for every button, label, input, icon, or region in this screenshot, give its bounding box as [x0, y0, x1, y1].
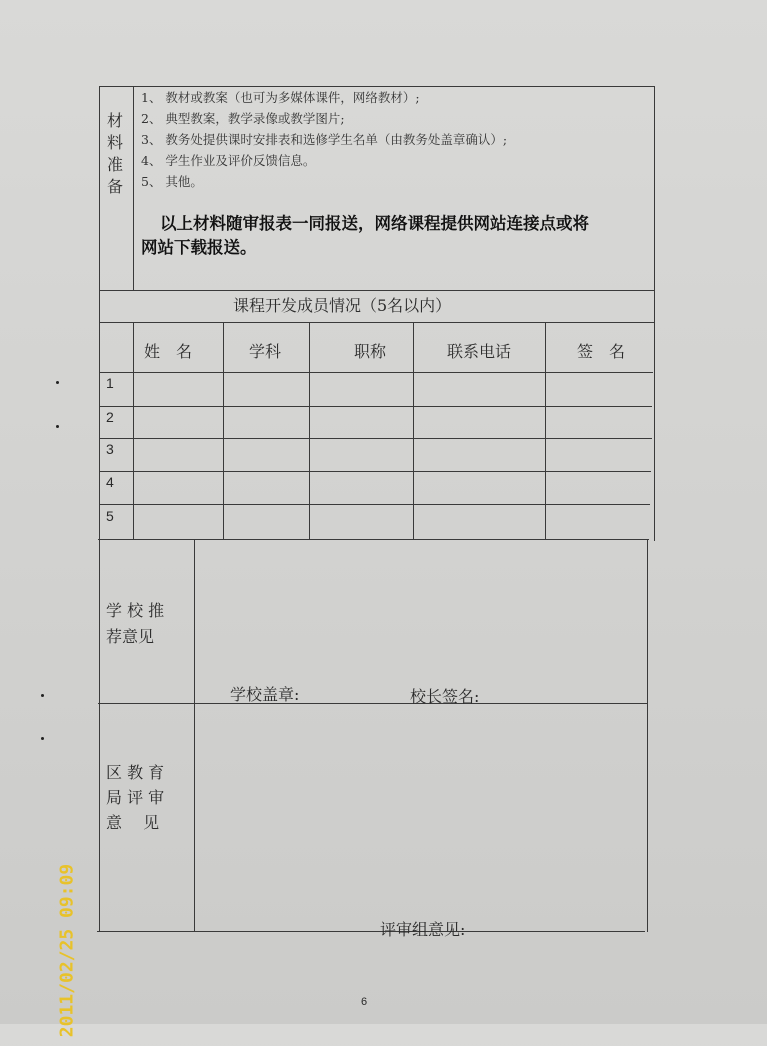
row2-bottom-line: [99, 438, 652, 439]
materials-item-2: 2、 典型教案，教学录像或教学图片;: [141, 111, 345, 126]
col-divider-5: [545, 322, 546, 539]
header-name: 姓 名: [144, 342, 193, 361]
materials-item-4: 4、 学生作业及评价反馈信息。: [141, 153, 316, 168]
col-divider-2: [223, 322, 224, 539]
materials-note-line2: 网站下载报送。: [141, 238, 257, 257]
district-label-line2: 局 评 审: [106, 788, 165, 807]
col-divider-3: [309, 322, 310, 539]
header-phone: 联系电话: [447, 342, 512, 361]
header-bottom-line: [99, 372, 653, 373]
opinion-label-divider: [194, 539, 195, 932]
col-divider-1: [133, 322, 134, 539]
materials-label-divider: [133, 86, 134, 290]
materials-bottom-line: [99, 290, 655, 291]
camera-timestamp: 2011/02/25 09:09: [56, 863, 78, 1038]
row3-bottom-line: [99, 471, 651, 472]
margin-dot: [41, 737, 44, 740]
header-subject: 学科: [249, 342, 282, 361]
margin-dot: [41, 694, 44, 697]
margin-dot: [56, 425, 59, 428]
school-bottom-line: [98, 703, 648, 704]
materials-item-3: 3、 教务处提供课时安排表和选修学生名单（由教务处盖章确认）;: [141, 132, 508, 147]
district-label-line1: 区 教 育: [106, 763, 165, 782]
members-title: 课程开发成员情况（5名以内）: [233, 296, 452, 315]
school-label-line1: 学 校 推: [106, 601, 165, 620]
materials-label-text: 材料准备: [106, 111, 123, 196]
principal-signature-label: 校长签名:: [410, 687, 480, 706]
margin-dot: [56, 381, 59, 384]
header-title: 职称: [354, 342, 387, 361]
frame-right-lower: [647, 539, 648, 932]
materials-note-line1: 以上材料随审报表一同报送，网络课程提供网站连接点或将: [160, 214, 589, 233]
frame-right: [654, 86, 655, 541]
frame-bottom: [97, 931, 645, 932]
row4-bottom-line: [99, 504, 650, 505]
district-label-line3: 意 见: [106, 813, 160, 832]
school-stamp-label: 学校盖章:: [230, 685, 300, 704]
school-label-line2: 荐意见: [106, 627, 155, 646]
header-signature: 签 名: [577, 342, 626, 361]
row-number-2: 2: [106, 409, 114, 425]
page-number: 6: [361, 996, 368, 1008]
members-title-bottom-line: [99, 322, 654, 323]
frame-left: [99, 86, 100, 932]
materials-item-1: 1、 教材或教案（也可为多媒体课件，网络教材）;: [141, 90, 420, 105]
materials-item-5: 5、 其他。: [141, 174, 203, 189]
row-number-4: 4: [106, 474, 114, 490]
row-number-5: 5: [106, 508, 114, 524]
row-number-1: 1: [106, 375, 114, 391]
members-bottom-line: [98, 539, 649, 540]
row-number-3: 3: [106, 441, 114, 457]
frame-top: [99, 86, 655, 87]
row1-bottom-line: [99, 406, 652, 407]
review-group-label: 评审组意见:: [380, 920, 466, 939]
materials-label: [106, 110, 124, 198]
col-divider-4: [413, 322, 414, 539]
